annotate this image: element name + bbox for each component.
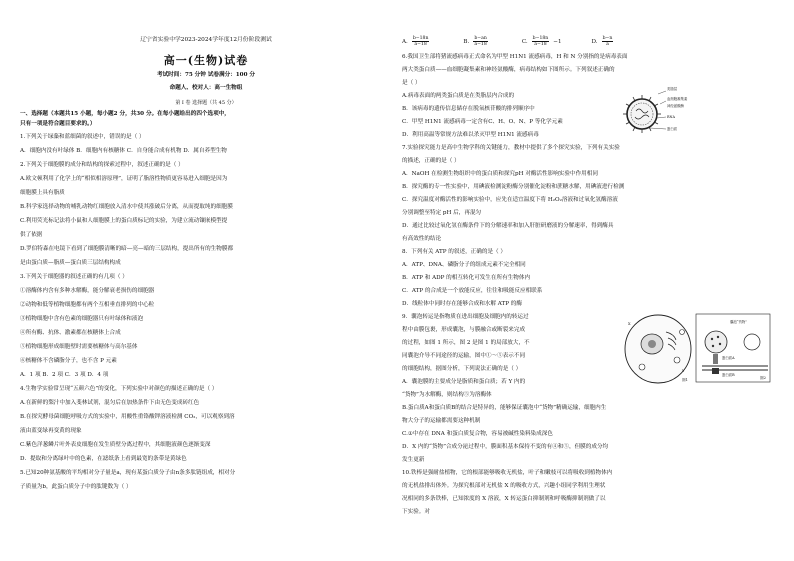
cell-label-fig2: 图2: [760, 376, 766, 380]
vesicle-transport-diagram: [622, 312, 772, 386]
q5-option-b: B. $\frac{b-an}{a-18}$: [463, 35, 487, 47]
question-line: D.罗伯特森在电镜下看到了细胞膜清晰的暗—亮—暗的三层结构，提出所有的生物膜都: [20, 246, 234, 252]
question-line: 3.下列关于细胞器的叙述正确的有几项（ ）: [20, 274, 128, 280]
q5-option-d: D. $\frac{b-n}{a}$: [591, 35, 613, 47]
question-line: 是由蛋白质—脂质—蛋白质三层结构构成: [20, 260, 121, 266]
question-line: 有高效性的结论: [402, 236, 442, 242]
question-line: 下实验。对: [402, 509, 430, 515]
question-line: 的无机盐排出体外。为探究根部对无机盐 X 的吸收方式，兴趣小组同学利用生理状: [402, 483, 606, 489]
question-line: 液由蓝变绿再变黄的现象: [20, 428, 82, 434]
question-line: C.①中存在 DNA 和蛋白质复合物，容易被碱性染料染成深色: [402, 431, 553, 437]
question-line: 细胞膜上具有脂质: [20, 190, 65, 196]
exam-title: 高一(生物)试卷: [163, 54, 249, 67]
question-line: 供了依据: [20, 232, 43, 238]
question-line: A.在新鲜的梨汁中加入斐林试剂，混匀后在加热条件下由无色变成砖红色: [20, 400, 200, 406]
question-line: B．探究酶的专一性实验中，用碘液检测淀粉酶分别催化淀粉和蔗糖水解，用碘液进行检测: [402, 184, 625, 190]
question-line: ⑥核糖体不含磷脂分子，也不含 P 元素: [20, 358, 117, 364]
question-line: 的过程，如图 1 所示，图 2 是图 1 的局部放大，不: [402, 340, 530, 346]
question-line: D．提取和分离绿叶中的色素，在滤纸条上看到最宽的条带是黄绿色: [20, 456, 187, 462]
virus-label-protein: 蛋白质: [667, 127, 678, 131]
question-line: 分别调整至特定 pH 后，再混匀: [402, 210, 482, 216]
virus-illustration: [620, 84, 700, 140]
question-line: 2.下列关于细胞膜的成分和结构的探索过程中，叙述正确的是（ ）: [20, 162, 184, 168]
cell-label-fig1: 图1: [682, 378, 688, 382]
question-line: ③植物细胞中含有色素的细胞器只有叶绿体和液泡: [20, 316, 144, 322]
virus-diagram: [620, 84, 700, 140]
part-instructions-cont: 只有一项是符合题目要求的。）: [20, 121, 96, 127]
question-line: 发生更新: [402, 457, 425, 463]
question-line: 8．下列有关 ATP 的叙述，正确的是（ ）: [402, 249, 507, 255]
question-line: B.科学家选择动物的哺乳动物红细胞放入清水中使其涨破后分离，从而提取纯的细胞膜: [20, 204, 233, 210]
question-line: 4.生物学实验常呈现“五颜六色”的变化，下列实验中对颜色的描述正确的是（ ）: [20, 386, 218, 392]
cell-label-protein-b: 蛋白质B: [722, 373, 735, 377]
virus-label-n: 神经氨酸酶: [667, 104, 684, 108]
school-header: 辽宁省实验中学2023-2024学年度12月份阶段测试: [140, 37, 272, 43]
question-line: ①溶酶体内含有多种水解酶，能分解衰老损伤的细胞器: [20, 288, 155, 294]
question-line: C.紫色洋葱鳞片叶外表皮细胞在发生质壁分离过程中，其细胞液颜色逐渐变深: [20, 442, 211, 448]
cell-illustration: [622, 312, 772, 386]
question-line: 6.我国卫生部将猪流感病毒正式命名为甲型 H1N1 流感病毒，H 和 N 分别指的是病毒表面: [402, 54, 628, 60]
virus-label-h: 血细胞凝集素: [667, 97, 688, 101]
question-line: 1.下列关于绿藻和蓝细菌的叙述中，错误的是（ ）: [20, 134, 145, 140]
question-line: ②动物和低等植物细胞都有两个互相垂直排列的中心粒: [20, 302, 155, 308]
question-line: 的描述，正确的是（ ）: [402, 158, 460, 164]
q5-option-c: C. $\frac{b-18n}{a-18}$ −1: [521, 35, 562, 47]
virus-label-rna: RNA: [667, 115, 675, 119]
question-line: ④所有酶、抗体、激素都在核糖体上合成: [20, 330, 121, 336]
question-line: ⑤植物细胞形成细胞壁时需要核糖体与高尔基体: [20, 344, 138, 350]
question-line: A.病毒表面的两类蛋白质是在类脂层内合成的: [402, 93, 515, 99]
question-line: A.欧文顿利用了化学上的“相似相溶原理”，证明了脂溶性物质更容易进入细胞是因为: [20, 176, 228, 182]
exam-meta-authors: 命题人、校对人：高一生物组: [169, 85, 243, 91]
question-line: B.蛋白质A和蛋白质B的结合是特异的，能够保证囊泡中“货物”精确运输，细胞内生: [402, 405, 607, 411]
part-instructions: 一、选择题（本题共15 小题，每小题2 分，共30 分。在每小题给出的四个选项中，: [20, 111, 230, 117]
cell-label-cargo: 囊泡“货物”: [730, 320, 748, 324]
question-line: 程中由膜包裹，形成囊泡，与膜融合或断裂来完成: [402, 327, 526, 333]
question-line: B.在探究酵母菌细胞呼吸方式的实验中，用酸性重铬酸钾溶液检测 CO₂，可以观察到溶: [20, 414, 235, 420]
question-line: “货物”为水解酶，则结构⑤为溶酶体: [402, 392, 492, 398]
question-line: 9．囊泡转运是指物质在进出细胞及细胞内的转运过: [402, 314, 529, 320]
cell-label-protein-a: 蛋白质A: [722, 356, 735, 360]
question-line: C．ATP 的合成是一个放能反应，往往和吸能反应相联系: [402, 288, 543, 294]
question-line: D．X 内的“货物”合成分泌过程中，膜面积基本保持不变的有④和⑤，但膜的成分均: [402, 444, 609, 450]
question-line: D．利用高温等常规方法难以杀灭甲型 H1N1 流感病毒: [402, 132, 539, 138]
question-line: C.利用荧光标记法将小鼠和人细胞膜上的蛋白质标记的实验，为建立流动镶嵌模型提: [20, 218, 228, 224]
question-line: A．囊泡膜的主要成分是脂质和蛋白质；若 Y 内的: [402, 379, 526, 385]
question-line: B．ATP 和 ADP 的相互转化可发生在所有生物体内: [402, 275, 531, 281]
question-line: 子质量为b，此蛋白质分子中的肽键数为（ ）: [20, 484, 132, 490]
cell-label-x: X: [628, 322, 631, 326]
exam-meta-time: 考试时间：75 分钟 试卷满分：100 分: [156, 72, 256, 78]
question-line: D．通过比较过氧化氢在酶条件下的分解速率和加入肝脏研磨液的分解速率，得到酶具: [402, 223, 614, 229]
question-line: 是（ ）: [402, 80, 421, 86]
question-line: 10.铁棒是强耐盐植物，它的根部能够吸收无机盐，叶子和嫩枝可以将吸收到植物体内: [402, 470, 613, 476]
question-line: A．ATP、DNA、磷脂分子的组成元素不完全相同: [402, 262, 526, 268]
question-line: 况相同的多条铁棒，已知浓度的 X 溶液，X 转运蛋白抑制剂和呼吸酶抑制剂做了以: [402, 496, 606, 502]
question-line: B．该病毒的遗传信息储存在脱氧核苷酸的排列顺序中: [402, 106, 535, 112]
question-line: A．1 项 B．2 项 C．3 项 D．4 项: [20, 372, 109, 378]
question-line: C．甲型 H1N1 流感病毒一定含有C、H、O、N、P 等化学元素: [402, 119, 563, 125]
cell-label-y: Y: [682, 369, 685, 373]
question-line: 的细胞结构，据图分析，下列说法正确的是（ ）: [402, 366, 522, 372]
question-line: A．细胞内没有叶绿体 B．细胞内有核糖体 C．自身能合成有机物 D．属自养型生物: [20, 148, 227, 154]
q5-options: [402, 34, 617, 48]
question-line: 两大类蛋白质——血细胞凝集素和神经氨酸酶，病毒结构如下图所示。下列叙述正确的: [402, 67, 615, 73]
question-line: 物大分子的运输都需要这种机制: [402, 418, 481, 424]
virus-label-lipid: 类脂层: [667, 87, 678, 91]
question-line: 5.已知20种氨基酸的平均相对分子量是a，现有某蛋白质分子由n条多肽链组成，相对分: [20, 470, 236, 476]
q5-option-a: A. $\frac{b-18n}{a-18}$: [402, 35, 429, 47]
question-line: 7.实验探究能力是高中生物学科的关键能力，教材中提供了多个探究实验，下列有关实验: [402, 145, 620, 151]
question-line: C．探究温度对酶活性的影响实验中，应先在适宜温度下将 H₂O₂溶液和过氧化氢酶溶液: [402, 197, 618, 203]
question-line: D．线粒体中同时存在能够合成和水解 ATP 的酶: [402, 301, 522, 307]
section-heading: 第 Ⅰ 卷 选择题（共 45 分）: [175, 100, 237, 106]
question-line: 同囊泡介导不同途径的运输，图中①～⑤表示不同: [402, 353, 526, 359]
question-line: A．NaOH 在检测生物组织中的蛋白质和探究pH 对酶活性影响实验中作用相同: [402, 171, 598, 177]
